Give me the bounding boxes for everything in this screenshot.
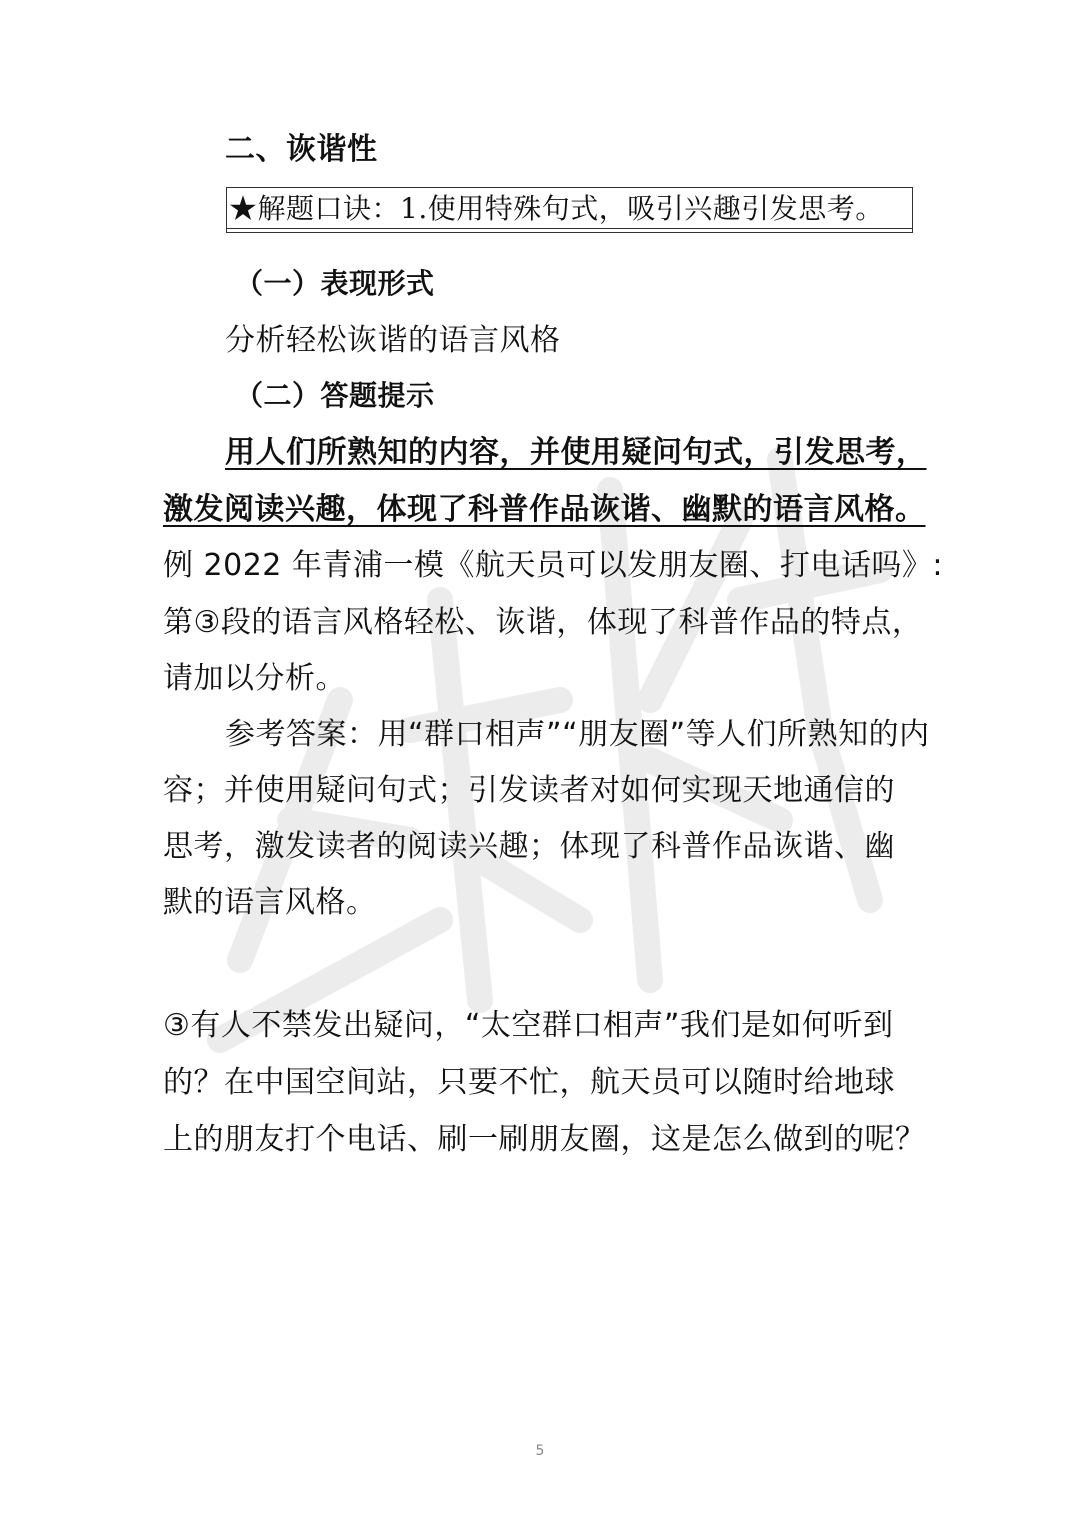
- answer-tip-line: 用人们所熟知的内容，并使用疑问句式，引发思考，: [225, 435, 927, 470]
- passage-line: 上的朋友打个电话、刷一刷朋友圈，这是怎么做到的呢？: [163, 1122, 926, 1157]
- reference-answer-line: 参考答案：用“群口相声”“朋友圈”等人们所熟知的内: [225, 717, 930, 752]
- subheading-form: （一）表现形式: [235, 267, 435, 300]
- passage-line: 的？在中国空间站，只要不忙，航天员可以随时给地球: [163, 1065, 895, 1100]
- tip-box: [226, 187, 913, 233]
- tip-text: ★解题口诀：1.使用特殊句式，吸引兴趣引发思考。: [229, 192, 884, 225]
- example-line: 请加以分析。: [163, 661, 346, 696]
- subheading-tips: （二）答题提示: [235, 379, 435, 412]
- reference-answer-line: 思考，激发读者的阅读兴趣；体现了科普作品诙谐、幽: [163, 829, 895, 864]
- page-number: 5: [535, 1443, 545, 1459]
- section-heading: 二、诙谐性: [225, 132, 378, 167]
- example-line: 例 2022 年青浦一模《航天员可以发朋友圈、打电话吗》:: [163, 548, 944, 583]
- passage-line: ③有人不禁发出疑问，“太空群口相声”我们是如何听到: [163, 1008, 894, 1043]
- example-line: 第③段的语言风格轻松、诙谐，体现了科普作品的特点，: [163, 605, 923, 640]
- form-text: 分析轻松诙谐的语言风格: [225, 323, 561, 358]
- reference-answer-line: 容；并使用疑问句式；引发读者对如何实现天地通信的: [163, 773, 895, 808]
- answer-tip-line: 激发阅读兴趣，体现了科普作品诙谐、幽默的语言风格。: [163, 492, 926, 527]
- reference-answer-line: 默的语言风格。: [163, 885, 377, 920]
